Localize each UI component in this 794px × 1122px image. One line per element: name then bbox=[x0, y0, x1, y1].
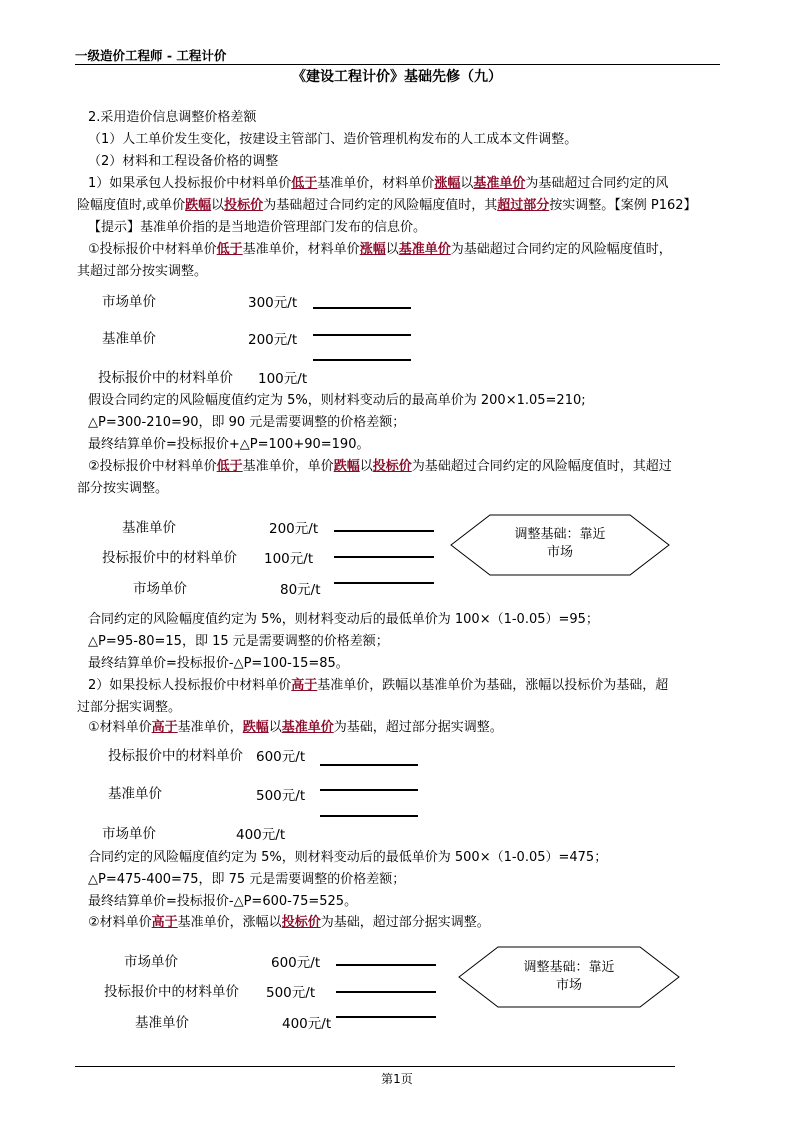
text-line: 合同约定的风险幅度值约定为 5%，则材料变动后的最低单价为 100×（1-0.05）=95； bbox=[88, 612, 599, 627]
fig4-market-value: 600元/t bbox=[271, 955, 321, 971]
emphasis: 高于 bbox=[151, 915, 178, 930]
emphasis: 投标价 bbox=[224, 198, 264, 213]
hex-line: 调整基础：靠近 bbox=[514, 527, 606, 542]
fig3-market-line bbox=[320, 815, 418, 817]
text-line bbox=[88, 174, 668, 194]
text-run: 险幅度值时,或单价 bbox=[77, 198, 186, 213]
text-run: 以 bbox=[268, 720, 282, 735]
text-run: ①投标报价中材料单价 bbox=[88, 242, 217, 257]
text-run: 以 bbox=[211, 198, 225, 213]
fig4-market-line bbox=[336, 964, 436, 966]
text-line: 【提示】基准单价指的是当地造价管理部门发布的信息价。 bbox=[88, 220, 427, 235]
emphasis: 基准单价 bbox=[398, 242, 451, 257]
emphasis: 高于 bbox=[151, 720, 178, 735]
text-line: △P=95-80=15，即 15 元是需要调整的价格差额； bbox=[88, 634, 389, 649]
page-title: 《建设工程计价》基础先修（九） bbox=[292, 69, 502, 85]
fig4-base-label: 基准单价 bbox=[135, 1015, 189, 1031]
fig2-market-label: 市场单价 bbox=[133, 581, 187, 597]
fig3-bid-label: 投标报价中的材料单价 bbox=[108, 748, 243, 764]
text-line: △P=475-400=75，即 75 元是需要调整的价格差额； bbox=[88, 872, 406, 887]
text-line bbox=[88, 240, 672, 260]
fig2-base-value: 200元/t bbox=[269, 521, 319, 537]
fig2-base-line bbox=[334, 530, 434, 532]
emphasis: 跌幅 bbox=[333, 459, 360, 474]
text-run: 为基础超过合同约定的风险幅度值时，其超过 bbox=[411, 459, 672, 474]
text-line: 假设合同约定的风险幅度值约定为 5%，则材料变动后的最高单价为 200×1.05=210; bbox=[88, 393, 586, 408]
text-run: ②投标报价中材料单价 bbox=[88, 459, 217, 474]
fig2-bid-label: 投标报价中的材料单价 bbox=[102, 550, 237, 566]
fig3-base-line bbox=[320, 789, 418, 791]
text-run: 为基础，超过部分据实调整。 bbox=[320, 915, 490, 930]
text-run: 1）如果承包人投标报价中材料单价 bbox=[88, 176, 292, 191]
fig1-market-line bbox=[313, 307, 411, 309]
text-run: 为基础超过合同约定的风险幅度值时， bbox=[450, 242, 672, 257]
header-divider bbox=[75, 64, 720, 65]
text-line bbox=[88, 676, 668, 696]
text-line: 2.采用造价信息调整价格差额 bbox=[88, 110, 257, 125]
text-line: 其超过部分按实调整。 bbox=[77, 264, 208, 279]
emphasis: 涨幅 bbox=[359, 242, 386, 257]
text-run: 基准单价， bbox=[177, 720, 243, 735]
fig3-bid-line bbox=[320, 764, 418, 766]
text-line bbox=[77, 196, 697, 216]
text-line: （2）材料和工程设备价格的调整 bbox=[88, 154, 279, 169]
emphasis: 涨幅 bbox=[434, 176, 461, 191]
fig2-hex-text bbox=[450, 526, 670, 562]
text-line bbox=[88, 457, 672, 477]
fig3-base-label: 基准单价 bbox=[108, 786, 162, 802]
text-run: 以 bbox=[460, 176, 474, 191]
emphasis: 低于 bbox=[216, 459, 243, 474]
text-run: 基准单价，涨幅以 bbox=[177, 915, 282, 930]
text-run: 2）如果投标人投标报价中材料单价 bbox=[88, 678, 292, 693]
fig2-base-label: 基准单价 bbox=[122, 520, 176, 536]
fig2-market-value: 80元/t bbox=[280, 582, 321, 598]
fig3-base-value: 500元/t bbox=[256, 788, 306, 804]
fig1-base-line bbox=[313, 334, 411, 336]
text-line bbox=[88, 913, 490, 933]
text-line: （1）人工单价发生变化，按建设主管部门、造价管理机构发布的人工成本文件调整。 bbox=[88, 132, 578, 147]
fig1-bid-value: 100元/t bbox=[258, 371, 308, 387]
text-run: 为基础超过合同约定的风 bbox=[525, 176, 669, 191]
text-line: 最终结算单价=投标报价-△P=100-15=85。 bbox=[88, 656, 349, 671]
hex-line: 调整基础：靠近 bbox=[523, 960, 615, 975]
fig1-market-value: 300元/t bbox=[248, 295, 298, 311]
fig1-base-value: 200元/t bbox=[248, 332, 298, 348]
fig1-base-label: 基准单价 bbox=[102, 331, 156, 347]
text-line: 部分按实调整。 bbox=[77, 481, 169, 496]
fig3-bid-value: 600元/t bbox=[256, 749, 306, 765]
text-run: ①材料单价 bbox=[88, 720, 152, 735]
page-number: 第1页 bbox=[381, 1072, 413, 1086]
text-run: 基准单价，材料单价 bbox=[242, 242, 360, 257]
emphasis: 基准单价 bbox=[473, 176, 526, 191]
emphasis: 投标价 bbox=[281, 915, 321, 930]
emphasis: 高于 bbox=[291, 678, 318, 693]
hex-line: 市场 bbox=[546, 545, 573, 560]
fig4-bid-value: 500元/t bbox=[266, 985, 316, 1001]
fig4-market-label: 市场单价 bbox=[124, 954, 178, 970]
fig1-market-label: 市场单价 bbox=[102, 294, 156, 310]
fig1-bid-label: 投标报价中的材料单价 bbox=[98, 370, 233, 386]
fig3-market-label: 市场单价 bbox=[102, 826, 156, 842]
text-run: 基准单价，单价 bbox=[242, 459, 334, 474]
text-run: ②材料单价 bbox=[88, 915, 152, 930]
emphasis: 低于 bbox=[291, 176, 318, 191]
emphasis: 基准单价 bbox=[281, 720, 334, 735]
emphasis: 跌幅 bbox=[185, 198, 212, 213]
text-line: 合同约定的风险幅度值约定为 5%，则材料变动后的最低单价为 500×（1-0.05）=475； bbox=[88, 850, 608, 865]
fig4-base-line bbox=[336, 1016, 436, 1018]
fig3-market-value: 400元/t bbox=[236, 827, 286, 843]
text-run: 以 bbox=[385, 242, 399, 257]
text-run: 为基础超过合同约定的风险幅度值时，其 bbox=[263, 198, 498, 213]
text-run: 以 bbox=[359, 459, 373, 474]
text-line: 最终结算单价=投标报价+△P=100+90=190。 bbox=[88, 437, 370, 452]
text-run: 基准单价，跌幅以基准单价为基础，涨幅以投标价为基础，超 bbox=[317, 678, 669, 693]
emphasis: 跌幅 bbox=[242, 720, 269, 735]
text-run: 按实调整。【案例 P162】 bbox=[549, 198, 697, 213]
fig2-bid-line bbox=[334, 556, 434, 558]
emphasis: 投标价 bbox=[372, 459, 412, 474]
fig4-hex-text bbox=[458, 959, 680, 995]
fig2-bid-value: 100元/t bbox=[264, 551, 314, 567]
text-run: 基准单价，材料单价 bbox=[317, 176, 435, 191]
fig2-market-line bbox=[334, 582, 434, 584]
text-line: △P=300-210=90，即 90 元是需要调整的价格差额； bbox=[88, 415, 406, 430]
fig4-base-value: 400元/t bbox=[282, 1016, 332, 1032]
emphasis: 超过部分 bbox=[497, 198, 550, 213]
emphasis: 低于 bbox=[216, 242, 243, 257]
text-line bbox=[88, 718, 503, 738]
fig1-bid-line bbox=[313, 359, 411, 361]
footer-divider bbox=[75, 1066, 675, 1067]
text-run: 为基础，超过部分据实调整。 bbox=[333, 720, 503, 735]
text-line: 过部分据实调整。 bbox=[77, 700, 182, 715]
hex-line: 市场 bbox=[555, 978, 582, 993]
running-header: 一级造价工程师 - 工程计价 bbox=[75, 48, 227, 63]
fig4-bid-label: 投标报价中的材料单价 bbox=[104, 984, 239, 1000]
fig4-bid-line bbox=[336, 991, 436, 993]
text-line: 最终结算单价=投标报价-△P=600-75=525。 bbox=[88, 894, 358, 909]
